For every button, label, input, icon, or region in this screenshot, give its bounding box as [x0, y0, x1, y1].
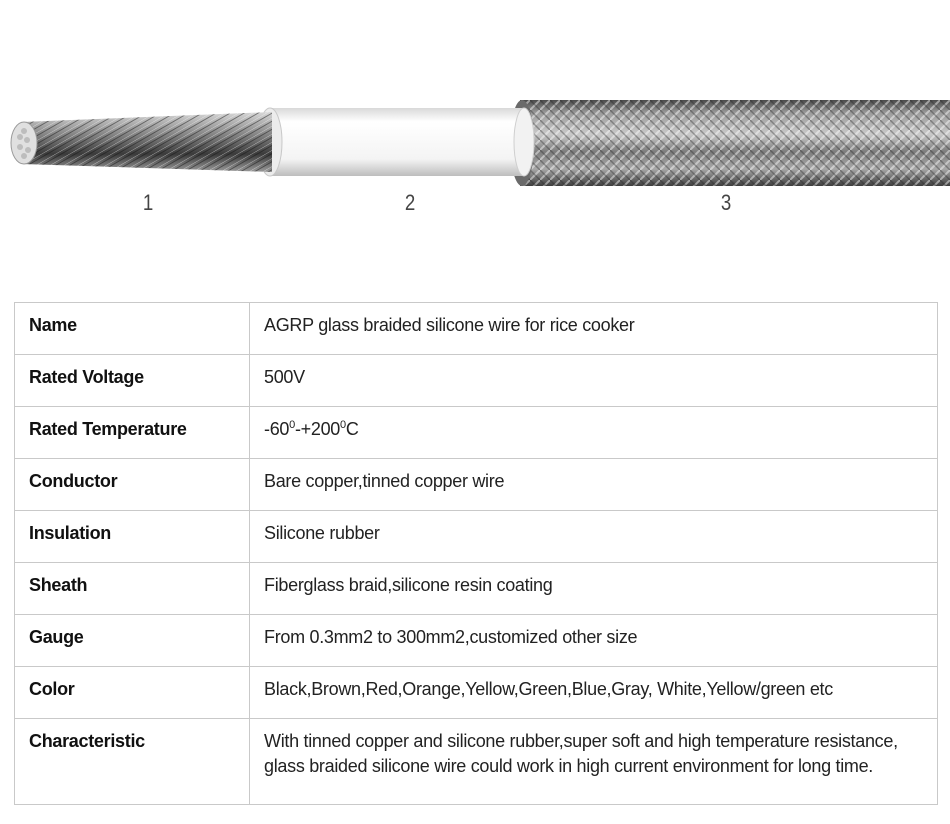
temp-degree-2: 0 [340, 419, 346, 431]
spec-value-rated-temperature [250, 407, 938, 459]
spec-key-conductor: Conductor [15, 459, 250, 511]
specification-table [14, 302, 938, 805]
temp-degree-1: 0 [289, 419, 295, 431]
spec-value-conductor: Bare copper,tinned copper wire [250, 459, 938, 511]
copper-conductor-layer [11, 112, 272, 172]
part-label-conductor: 1 [142, 190, 154, 215]
table-row [15, 563, 938, 615]
part-label-braid: 3 [720, 190, 732, 215]
spec-value-rated-voltage: 500V [250, 355, 938, 407]
table-row [15, 719, 938, 805]
spec-key-sheath: Sheath [15, 563, 250, 615]
spec-key-gauge: Gauge [15, 615, 250, 667]
table-row [15, 407, 938, 459]
spec-key-color: Color [15, 667, 250, 719]
spec-key-insulation: Insulation [15, 511, 250, 563]
spec-value-sheath: Fiberglass braid,silicone resin coating [250, 563, 938, 615]
table-row [15, 667, 938, 719]
part-label-insulation: 2 [404, 190, 416, 215]
spec-value-color: Black,Brown,Red,Orange,Yellow,Green,Blue,Gray, White,Yellow/green etc [250, 667, 938, 719]
table-row [15, 511, 938, 563]
spec-key-rated-temperature: Rated Temperature [15, 407, 250, 459]
temp-high: -+200 [294, 419, 340, 439]
spec-value-name: AGRP glass braided silicone wire for rice cooker [250, 303, 938, 355]
table-row [15, 303, 938, 355]
temp-unit: C [345, 419, 359, 439]
cable-structure-figure [0, 0, 950, 260]
spec-key-characteristic: Characteristic [15, 719, 250, 805]
spec-value-insulation: Silicone rubber [250, 511, 938, 563]
characteristic-line-2: glass braided silicone wire could work in high current environment for long time. [264, 756, 874, 776]
temp-low: -60 [264, 419, 290, 439]
spec-key-rated-voltage: Rated Voltage [15, 355, 250, 407]
characteristic-line-1: With tinned copper and silicone rubber,super soft and high temperature resistance, [264, 731, 898, 751]
table-row [15, 459, 938, 511]
silicone-insulation-layer [258, 108, 534, 176]
cable-illustration [0, 0, 950, 260]
fiberglass-braid-layer [510, 100, 950, 186]
spec-key-name: Name [15, 303, 250, 355]
table-row [15, 615, 938, 667]
spec-value-gauge: From 0.3mm2 to 300mm2,customized other size [250, 615, 938, 667]
spec-value-characteristic [250, 719, 938, 805]
table-row [15, 355, 938, 407]
